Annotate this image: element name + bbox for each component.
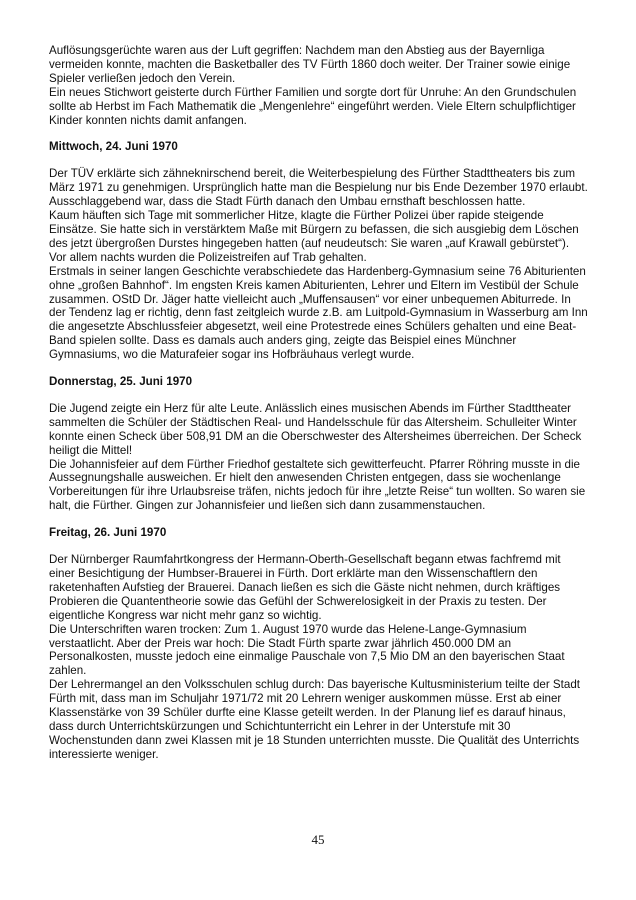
paragraph: Ein neues Stichwort geisterte durch Fürther Familien und sorgte dort für Unruhe: An den Grundschulen sollte ab Herbst im Fach Mathematik die „Mengenlehre“ eingeführt werden. Viele Eltern schulpflichtiger Kinder konnten nichts damit anfangen. — [49, 85, 577, 127]
paragraph: Auflösungsgerüchte waren aus der Luft gegriffen: Nachdem man den Abstieg aus der Bayernliga vermeiden konnte, machten die Basketballer des TV Fürth 1860 doch weiter. Der Trainer sowie einige Spieler verließen jedoch den Verein. — [49, 44, 571, 85]
paragraph: Die Unterschriften waren trocken: Zum 1. August 1970 wurde das Helene-Lange-Gymnasium verstaatlicht. Aber der Preis war hoch: Die Stadt Fürth sparte zwar jährlich 450.000 DM an Personalkosten, musste jedoch eine einmalige Pauschale von 7,5 Mio DM an den bayerischen Staat zahlen. — [49, 622, 565, 678]
section-2024-06-26 — [49, 526, 589, 762]
paragraph: Der Lehrermangel an den Volksschulen schlug durch: Das bayerische Kultusministerium teilte der Stadt Fürth mit, dass man im Schuljahr 1971/72 mit 20 Lehrern weniger auskommen müsse. Erst ab einer Klassenstärke von 39 Schüler durfte eine Klasse geteilt werden. In der Planung lief es darauf hinaus, dass durch Unterrichtskürzungen und Schichtunterricht ein Lehrer in der Unterstufe mit 30 Wochenstunden dann zwei Klassen mit je 18 Stunden unterrichten musste. Die Qualität des Unterrichts interessierte weniger. — [49, 678, 581, 761]
paragraph: Der Nürnberger Raumfahrtkongress der Hermann-Oberth-Gesellschaft begann etwas fachfremd mit einer Besichtigung der Humbser-Brauerei in Fürth. Dort erklärte man den Wissenschaftlern den raketenhaften Aufstieg der Brauerei. Danach ließen es sich die Gäste nicht nehmen, durch kräftiges Probieren die Quantentheorie sowie das Gefühl der Schwerelosigkeit in der Praxis zu testen. Der eigentliche Kongress war nicht mehr ganz so wichtig. — [49, 553, 561, 622]
paragraph: Der TÜV erklärte sich zähneknirschend bereit, die Weiterbespielung des Fürther Stadttheaters bis zum März 1971 zu genehmigen. Ursprünglich hatte man die Bespielung nur bis Ende Dezember 1970 erlaubt. Ausschlaggebend war, dass die Stadt Fürth danach den Umbau ernsthaft beschlossen hatte. — [49, 167, 588, 209]
paragraph: Die Johannisfeier auf dem Fürther Friedhof gestaltete sich gewitterfeucht. Pfarrer Röhring musste in die Aussegnungshalle ausweichen. Er hielt den anwesenden Christen entgegen, dass sie wochenlange Vorbereitungen für ihre Urlaubsreise träfen, nichts jedoch für ihre „letzte Reise“ tun wollten. So waren sie halt, die Fürther. Gingen zur Johannisfeier und ließen sich dann zusammenstauchen. — [49, 457, 586, 513]
section-heading: Freitag, 26. Juni 1970 — [49, 526, 167, 540]
intro-text — [49, 44, 589, 127]
paragraph: Kaum häuften sich Tage mit sommerlicher Hitze, klagte die Fürther Polizei über rapide steigende Einsätze. Sie hatte sich in verstärktem Maße mit Bürgern zu befassen, die sich ausgiebig dem Löschen des jetzt übergroßen Durstes hingegeben hatten (auf neudeutsch: Sie waren „auf Krawall gebürstet“). Vor allem nachts wurden die Polizeistreifen auf Trab gehalten. — [49, 209, 579, 264]
page-body — [49, 44, 589, 762]
section-heading: Mittwoch, 24. Juni 1970 — [49, 140, 178, 154]
page-number: 45 — [311, 832, 325, 847]
section-heading: Donnerstag, 25. Juni 1970 — [49, 375, 193, 389]
paragraph: Erstmals in seiner langen Geschichte verabschiedete das Hardenberg-Gymnasium seine 76 Abiturienten ohne „großen Bahnhof“. Im engsten Kreis kamen Abiturienten, Lehrer und Eltern im Vestibül der Schule zusammen. OStD Dr. Jäger hatte vielleicht auch „Muffensausen“ vor einer unbequemen Abiturrede. In der Tendenz lag er richtig, denn fast zeitgleich wurde z.B. am Luitpold-Gymnasium in Wasserburg am Inn die angesetzte Abschlussfeier abgesetzt, weil eine Protestrede eines Schülers gehalten und eine Beat-Band spielen sollte. Dass es damals auch anders ging, zeigte das Beispiel eines Münchner Gymnasiums, wo die Maturafeier sogar ins Hofbräuhaus verlegt wurde. — [49, 264, 588, 362]
section-2024-06-24 — [49, 140, 589, 362]
section-2024-06-25 — [49, 375, 589, 513]
paragraph: Die Jugend zeigte ein Herz für alte Leute. Anlässlich eines musischen Abends im Fürther Stadttheater sammelten die Schüler der Städtischen Real- und Handelsschule für das Altersheim. Schulleiter Winter konnte einen Scheck über 508,91 DM an die Oberschwester des Altersheimes überreichen. Der Scheck heiligt die Mittel! — [49, 401, 582, 457]
